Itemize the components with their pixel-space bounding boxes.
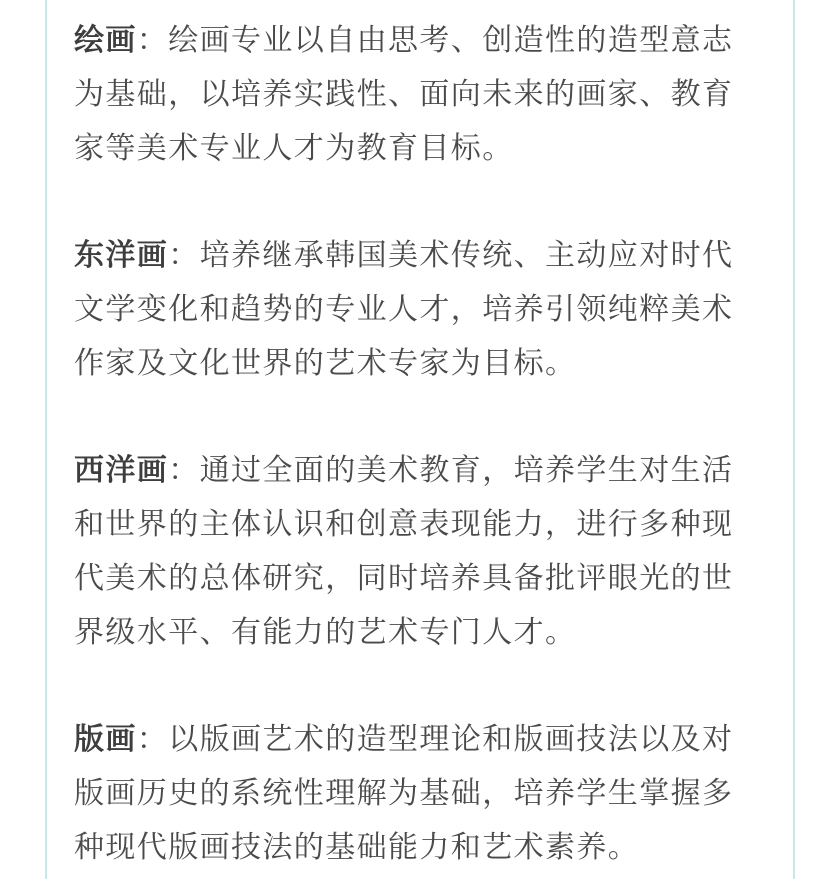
section-term: 绘画 [74,23,137,58]
frame-border-left [45,0,47,879]
frame-border-right [793,0,795,879]
section-separator: ： [168,238,200,273]
section-oriental-painting [74,229,744,391]
section-separator: ： [136,722,169,757]
section-text: 培养继承韩国美术传统、主动应对时代文学变化和趋势的专业人才，培养引领纯粹美术作家及文化世界的艺术专家为目标。 [74,238,734,381]
section-term: 东洋画 [74,238,169,273]
major-descriptions [74,14,744,879]
section-text: 通过全面的美术教育，培养学生对生活和世界的主体认识和创意表现能力，进行多种现代美术的总体研究，同时培养具备批评眼光的世界级水平、有能力的艺术专门人才。 [74,453,734,650]
section-separator: ： [168,453,200,488]
section-western-painting [74,444,744,660]
section-term: 西洋画 [74,453,169,488]
section-text: 以版画艺术的造型理论和版画技法以及对版画历史的系统性理解为基础，培养学生掌握多种现代版画技法的基础能力和艺术素养。 [74,722,734,865]
section-separator: ： [136,23,169,58]
section-printmaking [74,713,744,875]
section-term: 版画 [74,722,137,757]
section-text: 绘画专业以自由思考、创造性的造型意志为基础，以培养实践性、面向未来的画家、教育家等美术专业人才为教育目标。 [74,23,734,166]
section-painting [74,14,744,176]
